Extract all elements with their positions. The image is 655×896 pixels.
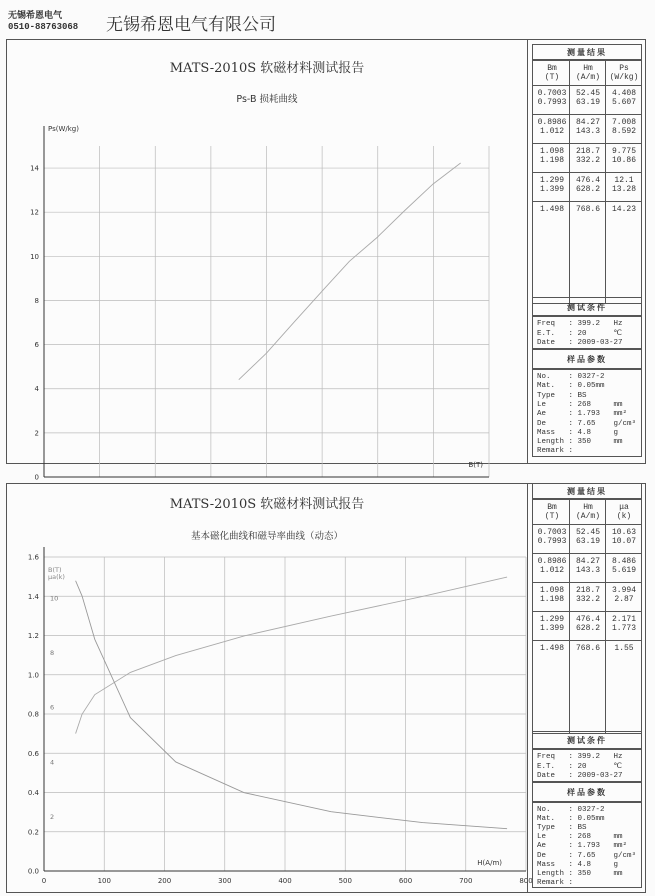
column-header: Hm (A/m) [575, 64, 600, 82]
param-line: Freq : 399.2 Hz [537, 320, 623, 328]
param-line: No. : 0327-2 [537, 373, 605, 381]
param-line: Mass : 4.8 g [537, 860, 619, 869]
y-tick-label: 0.0 [27, 867, 39, 876]
params-box [532, 369, 642, 457]
param-line: Type : BS [537, 391, 587, 400]
param-line: Le : 268 mm [537, 400, 623, 409]
table-cell: 7.008 [611, 118, 636, 127]
y-axis-label: B(T) [48, 566, 62, 574]
table-cell: 628.2 [575, 624, 600, 633]
table-divider [533, 143, 641, 144]
x-tick-label: 100 [97, 877, 111, 885]
table-cell: 1.012 [539, 127, 564, 136]
table-cell: 1.399 [539, 185, 564, 194]
table-cell: 0.8986 [537, 118, 567, 127]
x-tick-label: 600 [398, 877, 413, 885]
table-cell: 1.098 [539, 586, 564, 595]
result-side-panel [527, 40, 646, 463]
param-line: Mat. : 0.05mm [537, 382, 605, 391]
param-line: Ae : 1.793 mm² [537, 410, 628, 419]
y2-tick-label: 4 [50, 758, 55, 767]
table-divider [569, 500, 570, 733]
table-cell: 2.171 [611, 615, 636, 624]
column-header: Ps (W/kg) [609, 64, 639, 82]
results-table [532, 499, 642, 734]
y2-tick-label: 8 [50, 649, 55, 658]
x-tick-label: 400 [278, 877, 292, 885]
conditions-heading: 测试条件 [532, 731, 642, 749]
param-line: De : 7.65 g/cm³ [537, 851, 637, 860]
param-line: Length : 350 mm [537, 438, 623, 447]
column-header: μa (k) [616, 503, 632, 521]
table-divider [533, 582, 641, 583]
conditions-heading: 测试条件 [532, 297, 642, 316]
y-tick-label: 0.8 [27, 710, 39, 719]
x-tick-label: 700 [459, 877, 473, 885]
table-cell: 63.19 [575, 537, 600, 546]
y-tick-label: 1.0 [27, 671, 39, 680]
y2-tick-label: 2 [50, 812, 55, 821]
table-cell: 768.6 [575, 644, 600, 653]
x-axis-label: H(A/m) [477, 859, 502, 867]
results-table [532, 60, 642, 304]
y-tick-label: 0.2 [27, 828, 39, 837]
ps-curve [239, 163, 461, 380]
table-cell: 10.07 [611, 537, 636, 546]
company-short-name: 无锡希恩电气 [8, 11, 63, 21]
table-cell: 5.607 [611, 98, 636, 107]
table-cell: 476.4 [575, 176, 600, 185]
param-line: Length : 350 mm [537, 869, 623, 878]
result-side-panel [527, 484, 646, 892]
company-name: 无锡希恩电气有限公司 [106, 15, 276, 35]
y2-axis-label: μa(k) [48, 573, 65, 581]
table-cell: 1.299 [539, 615, 564, 624]
y-tick-label: 8 [34, 296, 39, 305]
column-header: Hm (A/m) [575, 503, 600, 521]
y-tick-label: 0 [34, 473, 39, 482]
table-cell: 332.2 [575, 156, 600, 165]
table-cell: 84.27 [575, 118, 600, 127]
table-divider [533, 114, 641, 115]
table-cell: 2.87 [614, 595, 634, 604]
y-tick-label: 1.2 [27, 632, 39, 640]
table-cell: 10.63 [611, 528, 636, 537]
table-divider [569, 61, 570, 303]
y-tick-label: 12 [30, 208, 39, 217]
param-line: E.T. : 20 ℃ [537, 329, 622, 338]
column-header: Bm (T) [544, 64, 560, 82]
y-tick-label: 0.6 [27, 749, 39, 758]
magnetization-curve [76, 577, 507, 734]
x-tick-label: 200 [157, 877, 172, 885]
table-cell: 1.299 [539, 176, 564, 185]
y-tick-label: 2 [34, 429, 39, 438]
params-box [532, 802, 642, 888]
letterhead [0, 0, 655, 40]
param-line: Remark : [537, 878, 574, 887]
table-cell: 218.7 [575, 586, 600, 595]
table-cell: 1.012 [539, 566, 564, 575]
permeability-curve [76, 581, 507, 829]
table-cell: 14.23 [611, 205, 636, 214]
table-cell: 143.3 [575, 127, 600, 136]
table-cell: 1.399 [539, 624, 564, 633]
chart-title: Ps-B 损耗曲线 [236, 94, 298, 105]
y-tick-label: 1.6 [27, 553, 39, 562]
report-panel-loss [6, 39, 646, 482]
results-heading: 测量结果 [532, 483, 642, 499]
table-cell: 0.8986 [537, 557, 567, 566]
table-cell: 1.55 [614, 644, 634, 653]
table-cell: 13.28 [611, 185, 636, 194]
y-tick-label: 1.4 [27, 592, 39, 601]
table-divider [533, 611, 641, 612]
table-cell: 143.3 [575, 566, 600, 575]
table-cell: 10.86 [611, 156, 636, 165]
table-cell: 8.486 [611, 557, 636, 566]
param-line: Date : 2009-03-27 [537, 339, 623, 347]
table-cell: 476.4 [575, 615, 600, 624]
table-divider [533, 553, 641, 554]
company-phone: 0510-88763068 [8, 22, 79, 32]
table-cell: 0.7003 [537, 528, 567, 537]
table-divider [533, 85, 641, 86]
table-cell: 768.6 [575, 205, 600, 214]
param-line: No. : 0327-2 [537, 806, 605, 814]
x-tick-label: 300 [218, 877, 232, 885]
table-cell: 628.2 [575, 185, 600, 194]
conditions-box [532, 749, 642, 782]
ps-b-loss-chart [7, 40, 527, 482]
table-divider [533, 640, 641, 641]
table-cell: 0.7993 [537, 98, 567, 107]
params-heading: 样品参数 [532, 782, 642, 802]
table-cell: 1.098 [539, 147, 564, 156]
table-cell: 1.198 [539, 156, 564, 165]
table-cell: 3.994 [611, 586, 636, 595]
x-tick-label: 800 [519, 877, 533, 885]
y-tick-label: 0.4 [27, 789, 39, 797]
table-cell: 1.198 [539, 595, 564, 604]
param-line: Mat. : 0.05mm [537, 815, 605, 824]
table-cell: 0.7003 [537, 89, 567, 98]
magnetization-chart [7, 484, 533, 892]
chart-title: 基本磁化曲线和磁导率曲线（动态） [190, 531, 343, 542]
param-line: E.T. : 20 ℃ [537, 762, 622, 771]
param-line: Remark : [537, 447, 574, 456]
x-tick-label: 0 [41, 877, 47, 885]
y2-tick-label: 10 [50, 594, 59, 603]
table-divider [533, 172, 641, 173]
results-heading: 测量结果 [532, 44, 642, 60]
table-cell: 8.592 [611, 127, 636, 136]
table-cell: 1.773 [611, 624, 636, 633]
param-line: Ae : 1.793 mm² [537, 842, 628, 851]
y2-tick-label: 6 [50, 703, 55, 712]
table-divider [605, 500, 606, 733]
report-panel-magnetization [6, 483, 646, 893]
param-line: Le : 268 mm [537, 833, 623, 842]
table-cell: 52.45 [575, 528, 600, 537]
table-cell: 84.27 [575, 557, 600, 566]
conditions-box [532, 316, 642, 349]
param-line: Date : 2009-03-27 [537, 772, 623, 780]
table-cell: 4.408 [611, 89, 636, 98]
table-cell: 5.619 [611, 566, 636, 575]
x-axis-label: B(T) [468, 461, 483, 469]
y-tick-label: 10 [30, 252, 39, 261]
report-title: MATS-2010S 软磁材料测试报告 [169, 61, 365, 76]
param-line: De : 7.65 g/cm³ [537, 419, 637, 428]
table-divider [533, 201, 641, 202]
table-divider [533, 524, 641, 525]
table-cell: 12.1 [614, 176, 634, 185]
table-cell: 332.2 [575, 595, 600, 604]
param-line: Type : BS [537, 824, 587, 833]
y-tick-label: 14 [30, 164, 39, 173]
params-heading: 样品参数 [532, 349, 642, 369]
param-line: Mass : 4.8 g [537, 428, 619, 437]
table-cell: 9.775 [611, 147, 636, 156]
column-header: Bm (T) [544, 503, 560, 521]
y-tick-label: 6 [34, 341, 39, 350]
x-tick-label: 500 [338, 877, 352, 885]
y-axis-label: Ps(W/kg) [48, 125, 79, 133]
table-divider [605, 61, 606, 303]
report-title: MATS-2010S 软磁材料测试报告 [169, 497, 365, 512]
param-line: Freq : 399.2 Hz [537, 753, 623, 761]
table-cell: 63.19 [575, 98, 600, 107]
table-cell: 52.45 [575, 89, 600, 98]
y-tick-label: 4 [34, 385, 39, 394]
table-cell: 1.498 [539, 644, 564, 653]
table-cell: 1.498 [539, 205, 564, 214]
table-cell: 0.7993 [537, 537, 567, 546]
table-cell: 218.7 [575, 147, 600, 156]
